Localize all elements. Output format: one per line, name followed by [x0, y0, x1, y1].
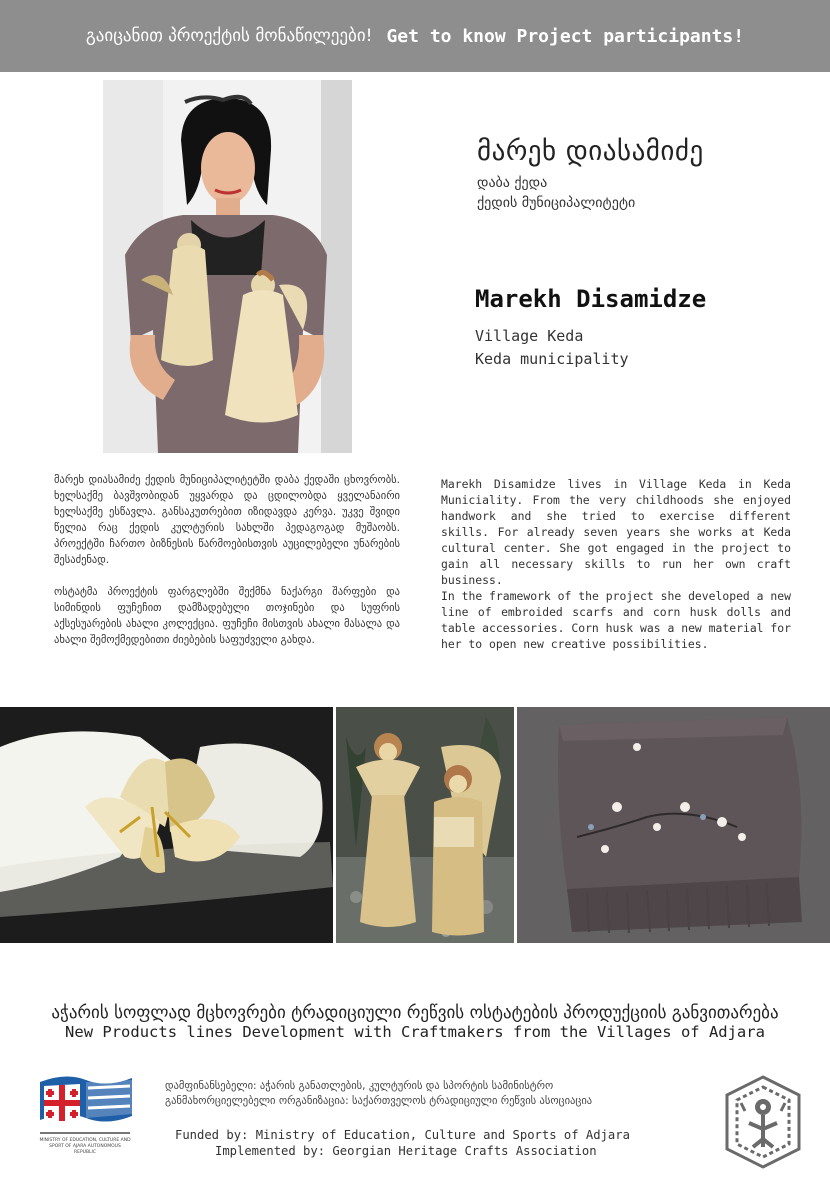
bio-geo-paragraph-2: ოსტატმა პროექტის ფარგლებში შექმნა ნაქარგი შარფები და სიმინდის ფუჩეჩით დამზადებული თოჯინები და სუფრის აქსესუარების ახალი კოლექცია. ფუჩეჩი მისთვის ახალი მასალა და ახალი შემოქმედებითი ძიებების საფუძველი გახდა.	[54, 586, 400, 646]
participant-name-eng: Marekh Disamidze	[475, 285, 707, 313]
participant-village-geo: დაბა ქედა	[477, 175, 548, 191]
bio-geo	[54, 472, 400, 648]
ministry-logo-caption: MINISTRY OF EDUCATION, CULTURE AND SPORT OF AJARA AUTONOMOUS REPUBLIC	[39, 1138, 131, 1155]
participant-info-eng	[475, 285, 706, 371]
funders-geo	[165, 1079, 725, 1109]
header-title-geo: გაიცანით პროექტის მონაწილეები!	[85, 26, 373, 46]
funded-by: Funded by: Ministry of Education, Culture and Sports of Adjara	[175, 1128, 630, 1142]
bio-eng: Marekh Disamidze lives in Village Keda in Keda Municiality. From the very childhoods she enjoyed handwork and she tried to exercise different skills. For already seven years she works at Keda cultural center. She got engaged in the project to gain all necessary skills to run her own craft business. In the framework of the project she developed a new line of embroided scarfs and corn husk dolls and table accessories. Corn husk was a new material for her to open new creative possibilities.	[441, 477, 791, 651]
crafts-association-logo	[723, 1073, 803, 1171]
photo-corn-husk-dolls	[336, 707, 514, 943]
participant-municipality-geo: ქედის მუნიციპალიტეტი	[477, 195, 636, 211]
project-title-geo: აჭარის სოფლად მცხოვრები ტრადიციული რეწვის ოსტატების პროდუქციის განვითარება	[51, 1003, 779, 1023]
implementer-geo: განმახორციელებელი ორგანიზაცია: საქართველოს ტრადიციული რეწვის ასოციაცია	[165, 1095, 593, 1107]
header-banner	[0, 0, 830, 72]
product-photos	[0, 707, 830, 943]
bio-geo-paragraph-1: მარეხ დიასამიძე ქედის მუნიციპალიტეტში დაბა ქედაში ცხოვრობს. ხელსაქმე ბავშვობიდან უყვარდა და ცდილობდა ყველანაირი ხელსაქმე ესწავლა. განსაკუთრებით იზიდავდა კერვა. უკვე შვიდი წელია რაც ქედის კულტურის სახლში პედაგოგად მუშაობს. პროექტში ჩართო ბიზნესის წარმოებისთვის აუცილებელი უნარების შესაძენად.	[54, 474, 400, 566]
implemented-by: Implemented by: Georgian Heritage Crafts Association	[215, 1144, 597, 1158]
portrait-photo	[103, 80, 352, 453]
header-title-eng: Get to know Project participants!	[386, 25, 745, 47]
funders-eng	[175, 1127, 715, 1159]
participant-village-eng: Village Keda	[475, 327, 584, 345]
participant-info-geo	[477, 136, 704, 213]
photo-embroidered-scarf	[517, 707, 830, 943]
photo-napkin-ring	[0, 707, 333, 943]
project-title-eng: New Products lines Development with Craftmakers from the Villages of Adjara	[65, 1023, 765, 1041]
ministry-logo	[36, 1068, 134, 1166]
participant-name-geo: მარეხ დიასამიძე	[477, 136, 704, 167]
funder-geo: დამფინანსებელი: აჭარის განათლების, კულტურის და სპორტის სამინისტრო	[165, 1080, 554, 1092]
participant-municipality-eng: Keda municipality	[475, 350, 629, 368]
